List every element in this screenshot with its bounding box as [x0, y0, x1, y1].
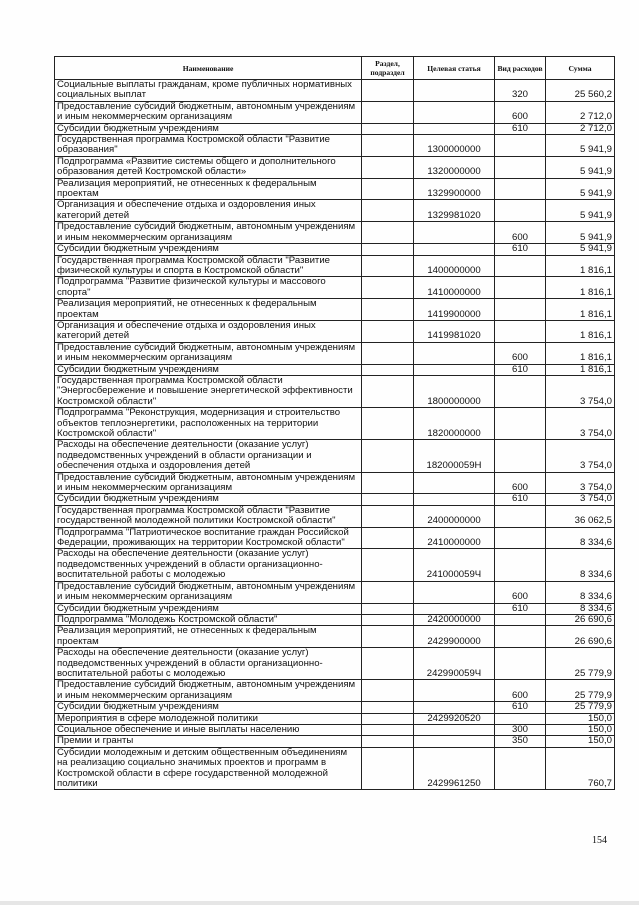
cell-section: [362, 299, 414, 321]
cell-sum: 25 560,2: [546, 80, 615, 102]
cell-name: Субсидии бюджетным учреждениям: [55, 702, 362, 713]
cell-expense: 350: [495, 736, 546, 747]
cell-target: 1329981020: [414, 200, 495, 222]
cell-section: [362, 255, 414, 277]
header-expense: Вид расходов: [495, 57, 546, 80]
cell-target: [414, 494, 495, 505]
cell-section: [362, 408, 414, 440]
cell-expense: [495, 156, 546, 178]
cell-target: [414, 222, 495, 244]
cell-expense: [495, 626, 546, 648]
table-row: [55, 364, 615, 375]
cell-name: Предоставление субсидий бюджетным, автономным учреждениям и иным некоммерческим организациям: [55, 101, 362, 123]
cell-expense: 610: [495, 603, 546, 614]
cell-expense: 600: [495, 101, 546, 123]
cell-expense: [495, 200, 546, 222]
table-row: [55, 472, 615, 494]
cell-expense: [495, 255, 546, 277]
cell-section: [362, 472, 414, 494]
table-row: [55, 222, 615, 244]
table-row: [55, 178, 615, 200]
cell-name: Подпрограмма "Реконструкция, модернизация и строительство объектов теплоэнергетики, расположенных на территории Костромской области": [55, 408, 362, 440]
cell-section: [362, 494, 414, 505]
table-row: [55, 277, 615, 299]
cell-sum: 5 941,9: [546, 244, 615, 255]
cell-name: Премии и гранты: [55, 736, 362, 747]
cell-sum: 5 941,9: [546, 222, 615, 244]
cell-target: 1329900000: [414, 178, 495, 200]
cell-name: Реализация мероприятий, не отнесенных к федеральным проектам: [55, 299, 362, 321]
cell-name: Подпрограмма "Развитие физической культуры и массового спорта": [55, 277, 362, 299]
cell-section: [362, 320, 414, 342]
cell-name: Предоставление субсидий бюджетным, автономным учреждениям и иным некоммерческим организациям: [55, 472, 362, 494]
header-target: Целевая статья: [414, 57, 495, 80]
cell-target: 241000059Ч: [414, 549, 495, 581]
cell-sum: 36 062,5: [546, 505, 615, 527]
cell-section: [362, 222, 414, 244]
page-bottom-strip: [0, 901, 639, 905]
cell-expense: 600: [495, 342, 546, 364]
cell-sum: 3 754,0: [546, 408, 615, 440]
cell-name: Субсидии бюджетным учреждениям: [55, 244, 362, 255]
cell-sum: 5 941,9: [546, 200, 615, 222]
table-row: [55, 123, 615, 134]
cell-name: Государственная программа Костромской области "Энергосбережение и повышение энергетической эффективности Костромской области": [55, 375, 362, 407]
table-row: [55, 80, 615, 102]
cell-target: [414, 80, 495, 102]
table-row: [55, 200, 615, 222]
cell-sum: 150,0: [546, 736, 615, 747]
cell-name: Расходы на обеспечение деятельности (оказание услуг) подведомственных учреждений в области организационно-воспитательной работы с молодежью: [55, 648, 362, 680]
cell-sum: 1 816,1: [546, 299, 615, 321]
cell-name: Предоставление субсидий бюджетным, автономным учреждениям и иным некоммерческим организациям: [55, 680, 362, 702]
cell-target: 1410000000: [414, 277, 495, 299]
cell-target: [414, 581, 495, 603]
cell-name: Организация и обеспечение отдыха и оздоровления иных категорий детей: [55, 200, 362, 222]
table-row: [55, 375, 615, 407]
table-row: [55, 320, 615, 342]
cell-name: Подпрограмма «Развитие системы общего и дополнительного образования детей Костромской области»: [55, 156, 362, 178]
cell-expense: 610: [495, 244, 546, 255]
cell-target: [414, 702, 495, 713]
cell-name: Предоставление субсидий бюджетным, автономным учреждениям и иным некоммерческим организациям: [55, 581, 362, 603]
cell-name: Реализация мероприятий, не отнесенных к федеральным проектам: [55, 178, 362, 200]
cell-section: [362, 702, 414, 713]
table-body: [55, 80, 615, 790]
cell-expense: [495, 713, 546, 724]
cell-name: Расходы на обеспечение деятельности (оказание услуг) подведомственных учреждений в области организации и обеспечения отдыха и оздоровления детей: [55, 440, 362, 472]
cell-sum: 5 941,9: [546, 156, 615, 178]
cell-name: Предоставление субсидий бюджетным, автономным учреждениям и иным некоммерческим организациям: [55, 342, 362, 364]
page-number: 154: [592, 835, 607, 846]
cell-target: 182000059Н: [414, 440, 495, 472]
cell-section: [362, 101, 414, 123]
cell-section: [362, 123, 414, 134]
cell-target: [414, 472, 495, 494]
cell-target: 1320000000: [414, 156, 495, 178]
cell-section: [362, 680, 414, 702]
cell-target: 2410000000: [414, 527, 495, 549]
cell-name: Предоставление субсидий бюджетным, автономным учреждениям и иным некоммерческим организациям: [55, 222, 362, 244]
cell-target: 2429961250: [414, 747, 495, 790]
cell-section: [362, 603, 414, 614]
cell-name: Субсидии бюджетным учреждениям: [55, 123, 362, 134]
cell-target: 1300000000: [414, 135, 495, 157]
cell-name: Организация и обеспечение отдыха и оздоровления иных категорий детей: [55, 320, 362, 342]
cell-sum: 8 334,6: [546, 527, 615, 549]
cell-section: [362, 648, 414, 680]
cell-target: [414, 680, 495, 702]
cell-target: 1800000000: [414, 375, 495, 407]
cell-sum: 5 941,9: [546, 178, 615, 200]
cell-target: [414, 364, 495, 375]
cell-name: Социальные выплаты гражданам, кроме публичных нормативных социальных выплат: [55, 80, 362, 102]
cell-section: [362, 527, 414, 549]
cell-expense: [495, 135, 546, 157]
cell-sum: 2 712,0: [546, 101, 615, 123]
table-row: [55, 505, 615, 527]
cell-sum: 5 941,9: [546, 135, 615, 157]
cell-section: [362, 200, 414, 222]
cell-sum: 8 334,6: [546, 581, 615, 603]
cell-name: Подпрограмма "Молодежь Костромской области": [55, 614, 362, 625]
cell-sum: 3 754,0: [546, 494, 615, 505]
cell-target: 2420000000: [414, 614, 495, 625]
cell-section: [362, 626, 414, 648]
header-section: Раздел, подраздел: [362, 57, 414, 80]
cell-expense: [495, 614, 546, 625]
table-row: [55, 680, 615, 702]
cell-section: [362, 505, 414, 527]
cell-expense: 300: [495, 724, 546, 735]
cell-sum: 8 334,6: [546, 603, 615, 614]
cell-target: 2400000000: [414, 505, 495, 527]
table-row: [55, 724, 615, 735]
cell-expense: 610: [495, 702, 546, 713]
cell-section: [362, 747, 414, 790]
table-row: [55, 440, 615, 472]
header-sum: Сумма: [546, 57, 615, 80]
table-row: [55, 156, 615, 178]
cell-name: Субсидии бюджетным учреждениям: [55, 364, 362, 375]
cell-section: [362, 581, 414, 603]
cell-section: [362, 375, 414, 407]
cell-name: Мероприятия в сфере молодежной политики: [55, 713, 362, 724]
cell-sum: 2 712,0: [546, 123, 615, 134]
cell-section: [362, 736, 414, 747]
cell-expense: [495, 527, 546, 549]
cell-sum: 1 816,1: [546, 320, 615, 342]
cell-expense: [495, 440, 546, 472]
cell-name: Государственная программа Костромской области "Развитие физической культуры и спорта в Костромской области": [55, 255, 362, 277]
cell-sum: 1 816,1: [546, 255, 615, 277]
cell-sum: 25 779,9: [546, 648, 615, 680]
cell-expense: 610: [495, 364, 546, 375]
cell-section: [362, 244, 414, 255]
cell-name: Социальное обеспечение и иные выплаты населению: [55, 724, 362, 735]
table-row: [55, 299, 615, 321]
cell-sum: 3 754,0: [546, 440, 615, 472]
cell-name: Государственная программа Костромской области "Развитие государственной молодежной политики Костромской области": [55, 505, 362, 527]
cell-name: Государственная программа Костромской области "Развитие образования": [55, 135, 362, 157]
cell-sum: 26 690,6: [546, 626, 615, 648]
cell-sum: 1 816,1: [546, 277, 615, 299]
cell-target: [414, 342, 495, 364]
cell-section: [362, 135, 414, 157]
cell-sum: 25 779,9: [546, 702, 615, 713]
cell-sum: 760,7: [546, 747, 615, 790]
budget-table: [54, 56, 615, 790]
cell-sum: 1 816,1: [546, 364, 615, 375]
cell-expense: [495, 375, 546, 407]
cell-section: [362, 713, 414, 724]
cell-target: 242990059Ч: [414, 648, 495, 680]
table-row: [55, 614, 615, 625]
table-row: [55, 581, 615, 603]
cell-target: 1400000000: [414, 255, 495, 277]
cell-name: Реализация мероприятий, не отнесенных к федеральным проектам: [55, 626, 362, 648]
cell-section: [362, 724, 414, 735]
cell-section: [362, 80, 414, 102]
cell-sum: 1 816,1: [546, 342, 615, 364]
cell-expense: [495, 178, 546, 200]
cell-expense: [495, 648, 546, 680]
cell-sum: 150,0: [546, 724, 615, 735]
cell-expense: [495, 408, 546, 440]
cell-expense: 600: [495, 222, 546, 244]
cell-sum: 150,0: [546, 713, 615, 724]
cell-expense: 610: [495, 494, 546, 505]
header-name: Наименование: [55, 57, 362, 80]
cell-expense: [495, 299, 546, 321]
cell-section: [362, 364, 414, 375]
table-row: [55, 255, 615, 277]
cell-name: Субсидии бюджетным учреждениям: [55, 603, 362, 614]
table-row: [55, 736, 615, 747]
cell-section: [362, 156, 414, 178]
table-row: [55, 648, 615, 680]
cell-name: Субсидии бюджетным учреждениям: [55, 494, 362, 505]
cell-target: 1820000000: [414, 408, 495, 440]
cell-target: [414, 101, 495, 123]
cell-expense: [495, 747, 546, 790]
cell-target: [414, 123, 495, 134]
cell-sum: 26 690,6: [546, 614, 615, 625]
cell-section: [362, 342, 414, 364]
table-row: [55, 549, 615, 581]
cell-name: Субсидии молодежным и детским общественным объединениям на реализацию социально значимых проектов и программ в Костромской области в сфере государственной молодежной политики: [55, 747, 362, 790]
cell-expense: 600: [495, 581, 546, 603]
cell-name: Расходы на обеспечение деятельности (оказание услуг) подведомственных учреждений в области организационно-воспитательной работы с молодежью: [55, 549, 362, 581]
table-row: [55, 342, 615, 364]
table-row: [55, 702, 615, 713]
cell-target: [414, 724, 495, 735]
table-row: [55, 244, 615, 255]
cell-expense: 610: [495, 123, 546, 134]
cell-expense: 600: [495, 472, 546, 494]
cell-section: [362, 440, 414, 472]
table-row: [55, 713, 615, 724]
cell-target: 2429920520: [414, 713, 495, 724]
cell-name: Подпрограмма "Патриотическое воспитание граждан Российской Федерации, проживающих на территории Костромской области": [55, 527, 362, 549]
cell-expense: 600: [495, 680, 546, 702]
table-row: [55, 527, 615, 549]
cell-target: 1419981020: [414, 320, 495, 342]
table-row: [55, 626, 615, 648]
table-header-row: [55, 57, 615, 80]
cell-expense: [495, 277, 546, 299]
cell-sum: 3 754,0: [546, 375, 615, 407]
cell-section: [362, 277, 414, 299]
cell-expense: [495, 320, 546, 342]
cell-target: 1419900000: [414, 299, 495, 321]
cell-target: [414, 244, 495, 255]
table-row: [55, 135, 615, 157]
cell-section: [362, 178, 414, 200]
cell-target: 2429900000: [414, 626, 495, 648]
table-row: [55, 494, 615, 505]
table-row: [55, 747, 615, 790]
cell-expense: [495, 549, 546, 581]
cell-section: [362, 549, 414, 581]
cell-sum: 8 334,6: [546, 549, 615, 581]
cell-target: [414, 603, 495, 614]
cell-sum: 25 779,9: [546, 680, 615, 702]
table-row: [55, 603, 615, 614]
cell-target: [414, 736, 495, 747]
cell-expense: [495, 505, 546, 527]
table-row: [55, 408, 615, 440]
cell-section: [362, 614, 414, 625]
cell-sum: 3 754,0: [546, 472, 615, 494]
cell-expense: 320: [495, 80, 546, 102]
table-row: [55, 101, 615, 123]
